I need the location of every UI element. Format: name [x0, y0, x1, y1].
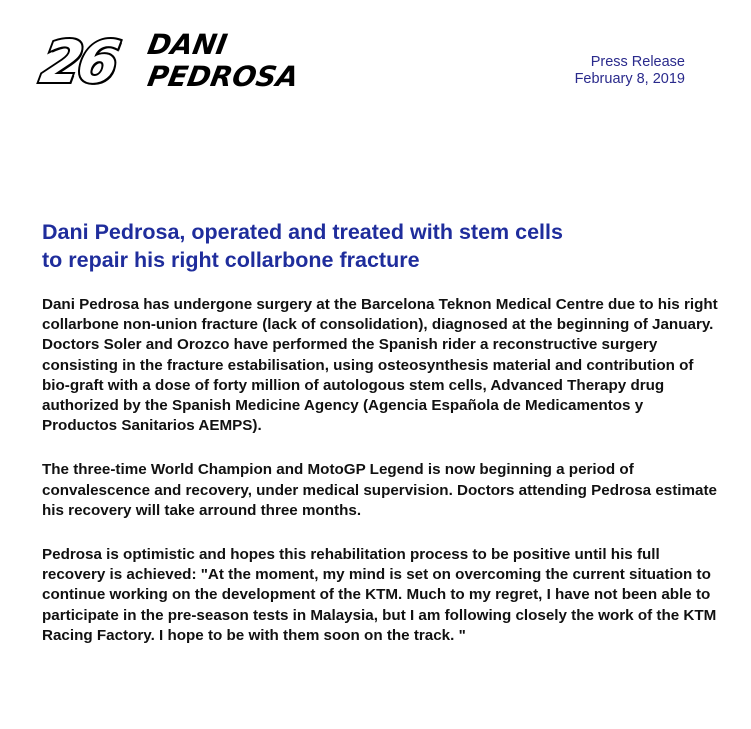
body-paragraph-3: Pedrosa is optimistic and hopes this rehabilitation process to be positive until his full recovery is achieved: "At the moment, my mind is set on overcoming the current situation to continue working on the development of the KTM. Much to my regret, I have not been able to participate in the pre-season tests in Malaysia, but I am following closely the work of the KTM Racing Factory. I hope to be with them soon on the track. " — [42, 546, 717, 644]
headline-line-1: Dani Pedrosa, operated and treated with stem cells — [42, 220, 563, 244]
logo-first-name: DANI — [145, 28, 230, 61]
logo-last-name: PEDROSA — [145, 60, 302, 93]
page-title — [42, 218, 682, 274]
dani-pedrosa-logo — [36, 28, 302, 96]
press-release-date: February 8, 2019 — [574, 71, 685, 87]
press-release-body — [42, 295, 722, 670]
body-paragraph-1: Dani Pedrosa has undergone surgery at the Barcelona Teknon Medical Centre due to his right collarbone non-union fracture (lack of consolidation), diagnosed at the beginning of January. Doctors Soler and Orozco have performed the Spanish rider a reconstructive surgery consisting in the fracture estabilisation, using osteosynthesis material and contribution of bio-graft with a dose of forty million of autologous stem cells, Advanced Therapy drug authorized by the Spanish Medicine Agency (Agencia Española de Medicamentos y Productos Sanitarios AEMPS). — [42, 296, 718, 435]
body-paragraph-2: The three-time World Champion and MotoGP Legend is now beginning a period of convalescence and recovery, under medical supervision. Doctors attending Pedrosa estimate his recovery will take arround three months. — [42, 461, 717, 519]
logo-number: 26 — [36, 28, 121, 96]
press-release-meta — [575, 54, 685, 88]
press-release-label: Press Release — [590, 54, 685, 70]
headline-line-2: to repair his right collarbone fracture — [42, 248, 420, 272]
